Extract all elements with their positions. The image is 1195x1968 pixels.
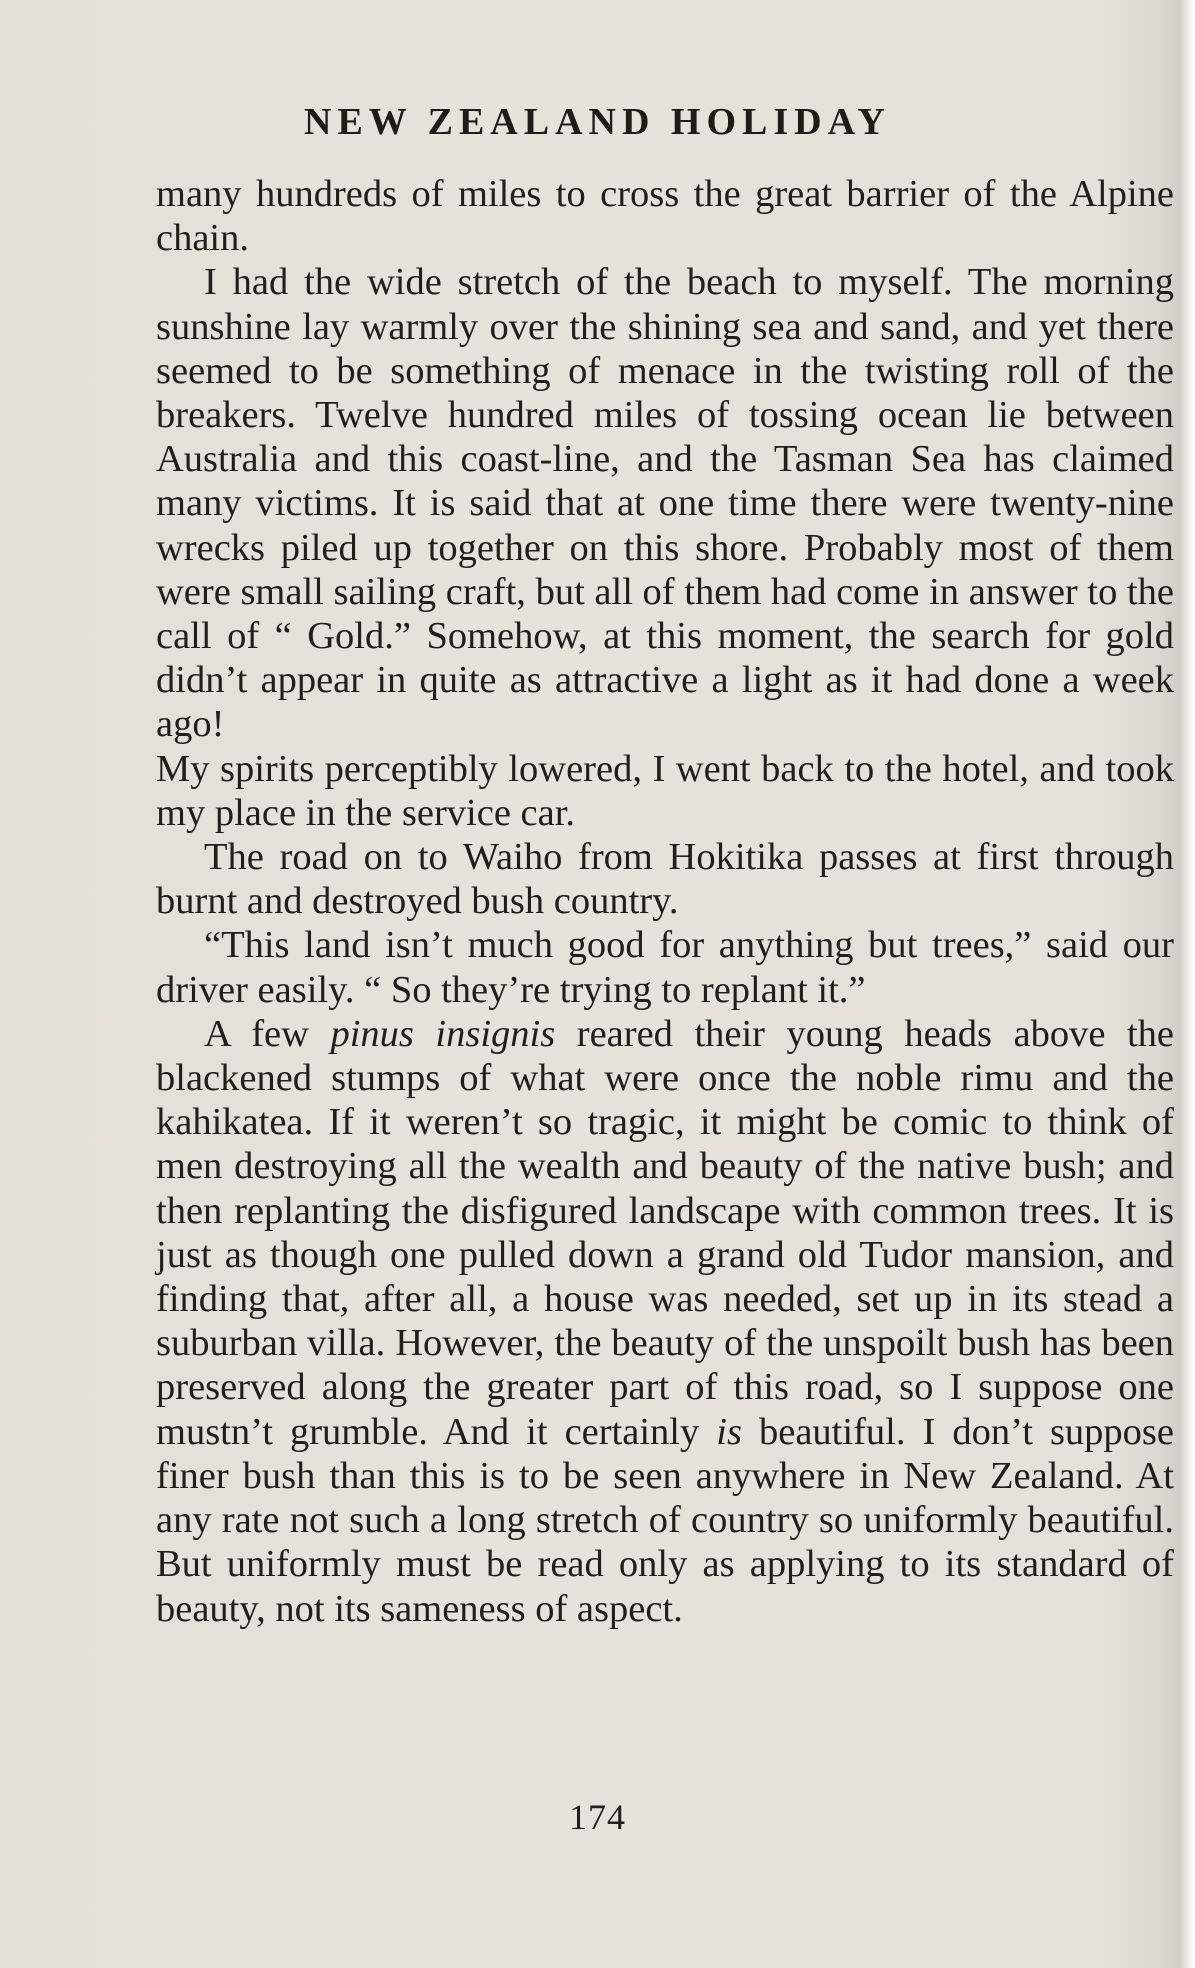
running-head: NEW ZEALAND HOLIDAY: [304, 101, 891, 143]
text-segment: many hundreds of miles to cross the great barrier of the Alpine chain.: [156, 173, 1174, 260]
paragraph-beach: [156, 260, 1174, 746]
paragraph-spirits: [156, 747, 1174, 835]
italic-segment: pinus insignis: [330, 1012, 556, 1055]
text-segment: A few: [204, 1012, 331, 1055]
text-segment: beautiful. I don’t suppose finer bush than this is to be seen anywhere in New Zealand. At any rate not such a long stretch of country so uniformly beautiful. But uniformly must be read only as applying to its standard of beauty, not its sameness of aspect.: [156, 1410, 1174, 1630]
paragraph-driver-quote: [156, 923, 1174, 1011]
text-segment: My spirits perceptibly lowered, I went back to the hotel, and took my place in the service car.: [156, 747, 1174, 834]
page-edge: [1181, 0, 1195, 1968]
text-segment: I had the wide stretch of the beach to myself. The morning sunshine lay warmly over the shining sea and sand, and yet there seemed to be something of menace in the twisting roll of the breakers. Twelve hundred miles of tossing ocean lie between Australia and this coast-line, and the Tasman Sea has claimed many victims. It is said that at one time there were twenty-nine wrecks piled up together on this shore. Probably most of them were small sailing craft, but all of them had come in answer to the call of “ Gold.” Somehow, at this moment, the search for gold didn’t appear in quite as attractive a light as it had done a week ago!: [156, 261, 1174, 746]
text-segment: reared their young heads above the blackened stumps of what were once the noble rimu and the kahikatea. If it weren’t so tragic, it might be comic to think of men destroying all the wealth and beauty of the native bush; and then replanting the disfigured landscape with common trees. It is just as though one pulled down a grand old Tudor mansion, and finding that, after all, a house was needed, set up in its stead a suburban villa. However, the beauty of the unspoilt bush has been preserved along the greater part of this road, so I suppose one mustn’t grumble. And it certainly: [156, 1012, 1174, 1453]
paragraph-pinus: [156, 1012, 1174, 1631]
page-number: 174: [569, 1797, 626, 1837]
text-segment: “This land isn’t much good for anything but trees,” said our driver easily. “ So they’re trying to replant it.”: [156, 924, 1174, 1011]
paragraph-continuation: [156, 172, 1174, 260]
italic-segment: is: [716, 1410, 742, 1453]
text-segment: The road on to Waiho from Hokitika passes at first through burnt and destroyed bush country.: [156, 836, 1174, 923]
paragraph-road: [156, 835, 1174, 923]
body-text: [156, 172, 1174, 1631]
